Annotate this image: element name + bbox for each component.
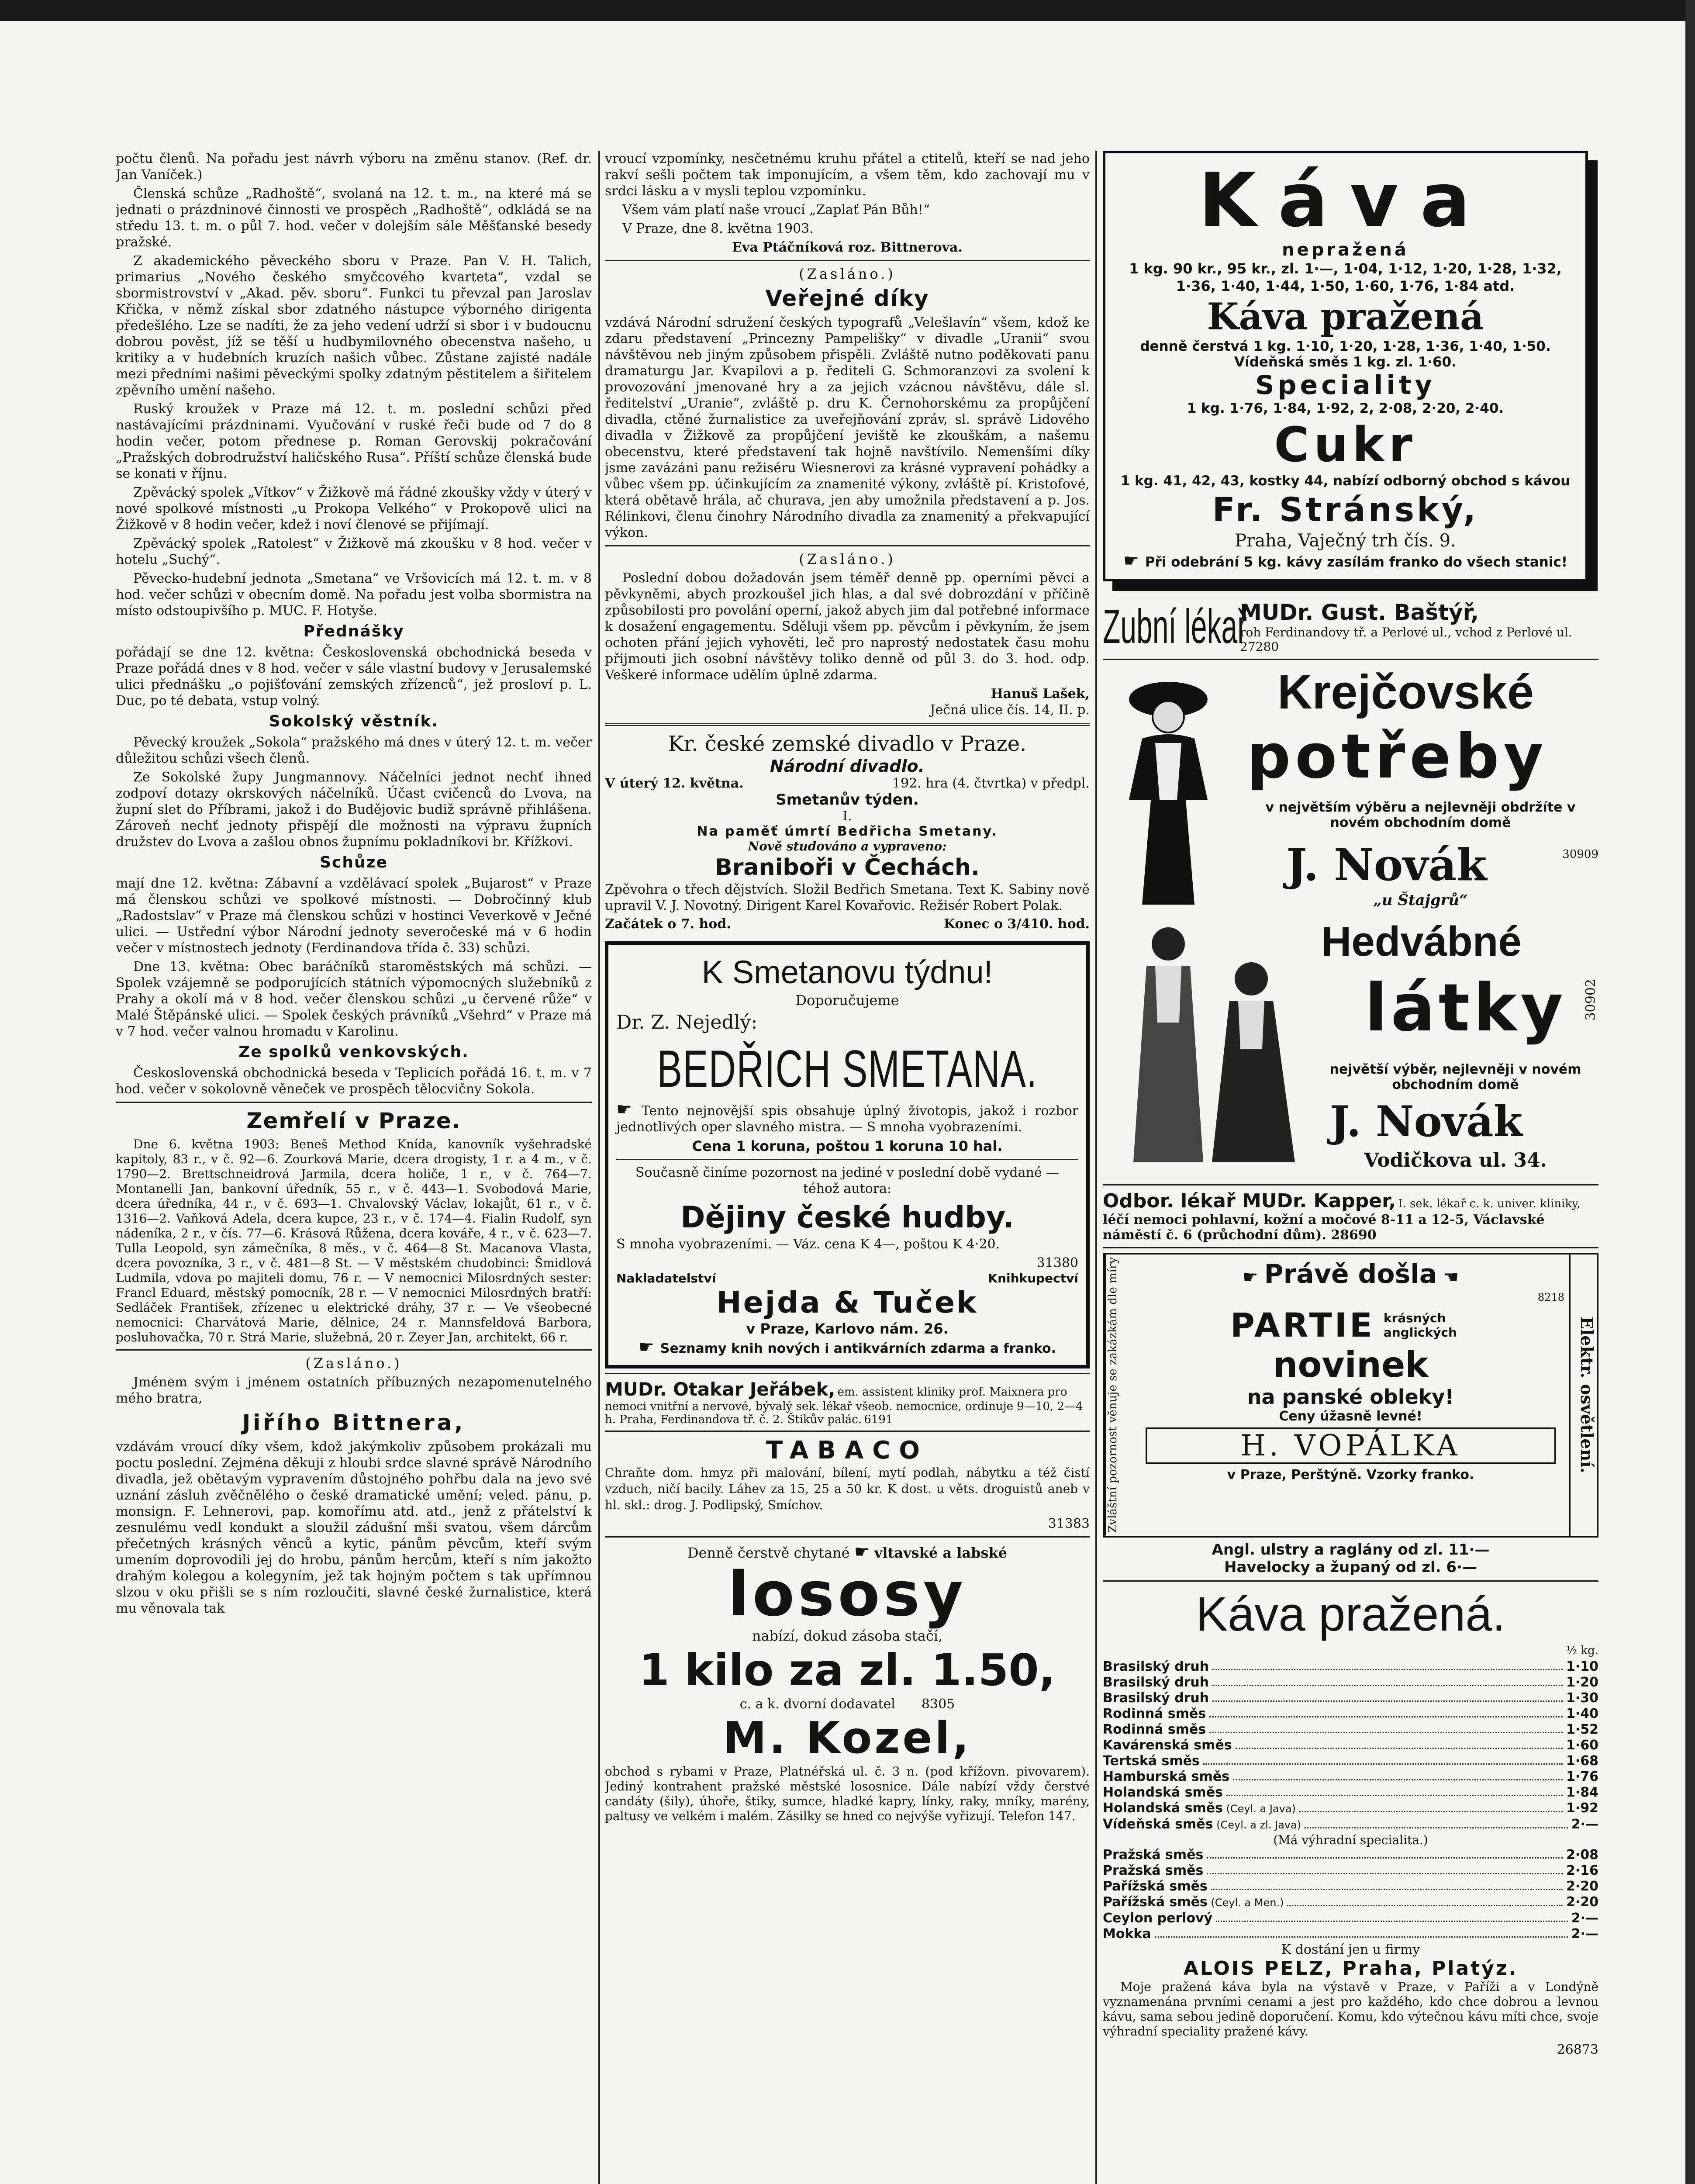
leader-dots [1209,1722,1563,1733]
ad-publisher: Hejda & Tuček [716,1286,978,1320]
price-item-name: Ceylon perlový [1103,1910,1213,1926]
article-prednasky: pořádají se dne 12. května: Československá obchodnická beseda v Praze pořádá dnes v 8 hod. večer v sále vlastní budovy v Jerusalemské ulici přednášku „o pojišťování zemských zřízenců“, jež prosloví p. L. Duc, po té debata, vstup volný. [116,645,592,708]
price-row [1103,1769,1598,1785]
losos-merchant: M. Kozel, [723,1712,972,1763]
leader-dots [1211,1879,1563,1890]
price-item-name: Brasilský druh [1103,1690,1209,1706]
ad-note: Současně činíme pozornost na jediné v poslední době vydané — téhož autora: [635,1165,1060,1196]
jerabek-text: em. assistent kliniky prof. Maixnera pro nemoci vnitřní a nervové, bývalý sek. lékař všeob. nemocnice, ordinuje 9—10, 2—4 h. Praha, Ferdinandova tř. č. 2. Štikův palác. [605,1386,1083,1426]
vopalka-partie: PARTIE [1230,1306,1375,1344]
divider [616,1159,1078,1160]
price-item-name: Pařížská směs (Ceyl. a Men.) [1103,1894,1284,1910]
article-zupa: Ze Sokolské župy Jungmannovy. Náčelníci jednot nechť ihned zodpoví dotazy okrskových náčelníků. Účast cvičenců do Lvova, na župní slet do Příbrami, jakož i do Budějovic budiž správně přihlášena. Zároveň nechť jednoty přispějí dle možnosti na výpravu župních družstev do Lvova a zašlou obnos župnímu pokladníkovi br. Křížkovi. [116,770,592,850]
theatre-end: Konec o 3/410. hod. [943,916,1090,932]
price-item-name: Pražská směs [1103,1863,1204,1878]
divider [605,723,1090,726]
ad-hedvabne [1103,918,1598,1180]
price-item-name: Pařížská směs [1103,1878,1208,1894]
price-item-value: 1·92 [1566,1800,1598,1816]
ad-smetana-book [605,941,1090,1368]
kava-prices: 1 kg. 90 kr., 95 kr., zl. 1·—, 1·04, 1·12, 1·20, 1·28, 1·32, 1·36, 1·40, 1·44, 1·50, 1·60, 1·76, 1·84 atd. [1129,260,1562,294]
ad-price: Cena 1 koruna, poštou 1 koruna 10 hal. [692,1138,1003,1154]
leader-dots [1216,1911,1567,1922]
article-text: počtu členů. Na pořadu jest návrh výboru na změnu stanov. (Ref. dr. Jan Vaníček.) [116,151,592,183]
zaslano-label: (Zasláno.) [799,551,896,567]
hedvabne-title: Hedvábné [1321,918,1522,965]
price-row [1103,1863,1598,1879]
leader-dots [1203,1753,1563,1765]
price-row [1103,1722,1598,1738]
price-item-name: Rodinná směs [1103,1721,1206,1737]
article-smetana-jednota: Pěvecko-hudební jednota „Smetana“ ve Vršovicích má 12. t. m. v 8 hod. večer schůzi v obecním domě. Na pořadu jest volba sbormistra na místo odstoupivšího p. MUC. F. Hotyše. [116,571,592,619]
publisher-label: Nakladatelství [616,1271,716,1286]
divider [1103,1247,1598,1248]
leader-dots [1233,1769,1563,1780]
vopalka-side-right: Elektr. osvětlení. [1569,1254,1597,1536]
scan-edge-top [0,0,1695,21]
price-row [1103,1690,1598,1706]
leader-dots [1207,1863,1563,1874]
divider [1103,1580,1598,1582]
price-item-value: 1·68 [1566,1753,1598,1769]
price-item-name: Hamburská směs [1103,1769,1230,1784]
ladies-figure-icon [1103,918,1312,1171]
signature-lasek-address: Ječná ulice čís. 14, II. p. [930,702,1090,718]
price-row [1103,1911,1598,1926]
price-row [1103,1659,1598,1675]
article-ratolest: Zpěvácký spolek „Ratolest“ v Žižkově má zkoušku v 8 hod. večer v hotelu „Suchý“. [116,536,592,567]
heading-verejne-diky: Veřejné díky [765,286,929,311]
price-item-value: 1·84 [1566,1784,1598,1800]
potreby-title: potřeby [1247,721,1548,792]
ad-book2-title: Dějiny české hudby. [680,1200,1014,1235]
kp-title: Káva pražená. [1195,1587,1506,1641]
price-note: (Ceyl. a zl. Java) [1213,1818,1301,1831]
ad-address: v Praze, Karlovo nám. 26. [746,1320,949,1337]
price-note: (Ceyl. a Java) [1222,1802,1296,1815]
price-item-value: 1·10 [1566,1659,1598,1674]
kp-firm: ALOIS PELZ, Praha, Platýz. [1183,1957,1518,1980]
ad-publisher-row [616,1271,1078,1286]
article-velesslavin: vzdává Národní sdružení českých typografů „Velešlavín“ všem, kdož ke zdaru představení „Princezny Pampelišky“ v divadle „Uranii“ svou návštěvou neb jiným způsobem přispěli. Zvláště nutno poděkovati panu dramaturgu Jar. Kvapilovi a p. řediteli G. Schmoranzovi za svolení k provozování jmenované hry a za jejich vzácnou návštěvu, dále sl. ředitelství „Uranie“, zvláště p. dru K. Černohorskému za propůjčení divadla, ctěné žurnalistice za uveřejňování zpráv, sl. správě Lidového divadla v Žižkově za propůjčení jeviště ke zkouškám, a našemu obecenstvu, které představení tak hojně navštívilo. Nemenšími díky jsme zavázáni panu režiséru Wiesnerovi za krásné vypravení pohádky a vůbec všem pp. účinkujícím za znamenité výkony, zvláště pí. Kristofové, která obětavě hrála, ač churava, jen aby umožnila představení a p. Jos. Rélinkovi, členu činohry Národního divadla za znamenitý a překvapující výkon. [605,315,1090,540]
price-row [1103,1738,1598,1753]
price-item-value: 2·20 [1566,1894,1598,1910]
leader-dots [1287,1894,1563,1906]
kp-number: 26873 [1557,2042,1598,2057]
thanks-zaplat: Všem vám platí naše vroucí „Zaplať Pán Bůh!“ [622,202,930,218]
leader-dots [1207,1847,1563,1859]
divider [1103,659,1598,660]
divider [605,260,1090,261]
cukr-heading: Cukr [1274,417,1417,473]
signature-lasek: Hanuš Lašek, [991,686,1090,702]
stajgru: „u Štajgrů“ [1373,892,1468,909]
article-akad-sbor: Z akademického pěveckého sboru v Praze. Pan V. H. Talich, primarius „Nového českého smyčcového kvarteta“, vzdal se sbormistrovství v „Akad. pěv. sboru“. Funkci tu převzal pan Jaroslav Křička, v němž získal sbor zdatného nástupce výborného dirigenta předešlého. Lze se nadíti, že za jeho vedení udrží si sbor i v budoucnu dobrou pověst, jíž se těší u hudbymilovného obecenstva našeho, u kritiky a v hudebních kruzích našich vůbec. Zůstane zajisté nadále mezi předními našimi pěveckými spolky zdatným pěstitelem a šiřitelem zpěvního umění našeho. [116,253,592,398]
tabaco-number: 31383 [1048,1516,1090,1531]
vopalka-partie-row [1137,1306,1564,1344]
zubni-lekar: Zubní lékař [1103,600,1247,653]
article-schuze-12: mají dne 12. května: Zábavní a vzdělávací spolek „Bujarost“ v Praze má členskou schůzi ve spolkové místnosti. — Dobročinný klub „Radostslav“ v Praze má členskou schůzi v hostinci Veverkově v Ječné ulici. — Ustřední výbor Národní jednoty severočeské má v 6 hodin večer v místnostech jednoty (Ferdinandova třída č. 33) schůzi. [116,876,592,956]
leader-dots [1155,1926,1568,1938]
ad-kapper [1103,1190,1598,1243]
bookshop-label: Knihkupectví [988,1271,1078,1286]
section-heading-venkov: Ze spolků venkovských. [238,1043,469,1061]
theatre-times [605,916,1090,932]
stransky-name: Fr. Stránský, [1212,490,1479,529]
price-item-value: 2·— [1571,1910,1598,1926]
divider [116,1102,592,1103]
losos-supplier-row [605,1697,1090,1712]
column-2 [605,151,1090,2184]
price-item-name: Rodinná směs [1103,1706,1206,1721]
kapper-title: I. sek. lékař c. k. univer. kliniky, [1398,1197,1581,1210]
price-item-name: Holandská směs [1103,1784,1223,1800]
novak-number: 30909 [1562,848,1598,861]
theatre-title: Kr. české zemské divadlo v Praze. [668,732,1027,756]
theatre-performance: 192. hra (4. čtvrtka) v předpl. [892,776,1090,791]
ad-book-title: BEDŘICH SMETANA. [657,1040,1038,1098]
theatre-opera: Braniboři v Čechách. [715,854,980,881]
price-row [1103,1894,1598,1911]
ad-vopalka [1103,1253,1598,1538]
article-vitkov: Zpěvácký spolek „Vítkov“ v Žižkově má řádné zkoušky vždy v úterý v nové spolkové místnosti „u Prokopa Velkého“ v Prokopově ulici na Žižkově v 8 hodin večer, kdež i noví členové se přijímají. [116,485,592,532]
price-row [1103,1817,1598,1833]
ad-bastyr [1103,599,1598,654]
bastyr-name: MUDr. Gust. Baštýř, [1240,599,1479,625]
kava-subtitle: nepražená [1282,240,1409,260]
article-lasek: Poslední dobou dožadován jsem téměř denně pp. operními pěvci a pěvkyněmi, abych prozkoušel jich hlas, a dal své dobrozdání v příčině způsobilosti pro povolání operní, jakož abych jim dal potřebné informace k dosažení engagementu. Sděluji všem pp. pěvcům i pěvkyním, že jsem ochoten přání jejich vyhověti, leč pro naprostý nedostatek času mohu přijmouti jich osobní návštěvy toliko denně od půl 3. do 3. hod. odp. Veškeré informace udělím úplně zdarma. [605,570,1090,683]
theatre-date: V úterý 12. května. [605,776,744,791]
kp-mid: (Má výhradní specialita.) [1273,1832,1428,1847]
vopalka-ulstry: Angl. ulstry a raglány od zl. 11·— [1212,1541,1490,1559]
theatre-description: Zpěvohra o třech dějstvích. Složil Bedřich Smetana. Text K. Sabiny nově upravil V. J. Novotný. Dirigent Karel Kovařovic. Režisér Robert Polak. [605,882,1090,913]
price-item-name: Holandská směs (Ceyl. a Java) [1103,1800,1296,1816]
thanks-text: vzdávám vroucí díky všem, kdož jakýmkoliv způsobem prokázali mu poctu poslední. Zejména děkuji z hloubi srdce slavné správě Národního divadla, jež obětavým vypravením důstojného pohřbu dala na jevo své uznání zásluh zvěčnělého o české dramatické umění; veled. pánu, p. monsign. F. Lehnerovi, pap. komořímu atd. atd., jenž z přátelství k zesnulému vedl kondukt a sloužil zádušní mši svatou, všem dárcům přečetných krásných věnců a kytic, pánům pěvcům, kteří svým umením doprovodili jej do hrobu, pánům hercům, kteří s ním jakožto drahým kolegou a kolegyním, jež tak hojným počtem s tak upřímnou slzou v oku přišli se s ním rozloučiti, slavné české žurnalistice, která mu věnovala tak [116,1439,592,1616]
specialty-heading: Speciality [1255,370,1436,401]
column-rule-1 [598,151,600,2184]
divider [1103,1184,1598,1185]
vopalka-name: H. VOPÁLKA [1146,1427,1556,1464]
losos-text: obchod s rybami v Praze, Platnéřská ul. č. 3 n. (pod křížovn. pivovarem). Jediný kontrahent pražské městské lososnice. Dále nabízí vždy čerstvé candáty (šily), úhoře, štiky, sumce, hladké kapry, línky, raky, mníky, marény, paltusy ve velkém i malém. Zásilky se hned co nejvýše vyřizují. Telefon 147. [605,1764,1090,1823]
price-item-value: 1·60 [1566,1737,1598,1753]
zaslano-label: (Zasláno.) [799,266,896,282]
ad-footer: ☛ Seznamy knih nových i antikvárních zdarma a franko. [638,1337,1056,1357]
price-item-value: 2·20 [1566,1878,1598,1894]
kp-price-list-2 [1103,1847,1598,1942]
death-notices: Dne 6. května 1903: Beneš Method Knída, kanovník vyšehradské kapitoly, 83 r., v č. 92—6. Zourková Marie, dcera drogisty, 1 r. a 4 m., v č. 1790—2. Brettschneidrová Jarmila, dcera holiče, 1 r., v č. 764—7. Montanelli Jan, bankovní úředník, 55 r., v č. 443—1. Svobodová Marie, dcera úředníka, 44 r., v č. 693—1. Chvalovský Václav, lokajůt, 61 r., v č. 1316—2. Vaňková Adela, dcera kupce, 23 r., v č. 174—4. Fialin Rudolf, syn nádeníka, 2 r., v čís. 77—6. Krásová Růžena, dcera kováře, 4 r., v č. 623—7. Tulla Leopold, syn zámečníka, 8 měs., v č. 464—8 St. Macanova Vlasta, dcera povozníka, 3 r., v č. 481—8 St. — V městském chudobinci: Šmidlová Ludmila, vdova po majiteli domu, 76 r. — V nemocnici Milosrdných sester: Francl Eduard, městský pomocník, 28 r. — V nemocnici Milosrdných bratří: Sedláček František, zřízenec u elektrické dráhy, 37 r. — Ve všeobecné nemocnici: Charvátová Marie, dělnice, 24 r. Mannsfeldová Barbora, posluhovačka, 70 r. Strá Marie, služebná, 20 r. Zeyer Jan, architekt, 66 r. [116,1137,592,1344]
section-heading-prednasky: Přednášky [303,622,404,640]
krejcovske-title: Krejčovské [1277,665,1534,719]
price-item-name: Tertská směs [1103,1753,1200,1769]
divider [605,1373,1090,1374]
leader-dots [1209,1706,1563,1717]
price-row [1103,1879,1598,1894]
pointing-hand-icon: ☚ [1437,1267,1459,1287]
kava-prazena: Káva pražená [1207,295,1484,338]
ad-author: Dr. Z. Nejedlý: [616,1011,758,1033]
price-row [1103,1706,1598,1722]
ad-kava-pelz [1103,1586,1598,2058]
ad-illustrations: S mnoha vyobrazeními. — Váz. cena K 4—, poštou K 4·20. [616,1237,1000,1252]
price-item-value: 2·— [1571,1816,1598,1832]
specialty-prices: 1 kg. 1·76, 1·84, 1·92, 2, 2·08, 2·20, 2·40. [1187,401,1504,416]
vopalka-number: 8218 [1537,1291,1564,1303]
zaslano-label: (Zasláno.) [305,1355,402,1372]
price-item-value: 1·20 [1566,1674,1598,1690]
theatre-subtitle: Národní divadlo. [770,757,925,776]
leader-dots [1299,1800,1563,1812]
losos-price: 1 kilo za zl. 1.50, [639,1645,1056,1696]
price-note: (Ceyl. a Men.) [1207,1896,1284,1909]
pointing-hand-icon: ☛ [1242,1267,1264,1287]
divider [116,1349,592,1351]
kava-title: Káva [1198,157,1492,244]
vopalka-novinek: novinek [1273,1344,1429,1385]
pointing-hand-icon: ☛ [638,1337,660,1357]
divider [605,1431,1090,1432]
pointing-hand-icon: ☛ [854,1542,870,1562]
ad-tabaco: TABACO [766,1436,929,1465]
theatre-start: Začátek o 7. hod. [605,916,731,932]
price-row [1103,1847,1598,1863]
article-rusky-krouzek: Ruský kroužek v Praze má 12. t. m. poslední schůzi před nastávajícími prázdninami. Vyučování v ruské řeči bude od 7 do 8 hodin večer, potom přednese p. Roman Gerovskij pokračování „Pražských dobrodružství haličského Rusa“. Příští schůze členská bude se konati v říjnu. [116,401,592,481]
vodickova: Vodičkova ul. 34. [1364,1149,1547,1171]
theatre-new: Nově studováno a vypraveno: [748,839,947,854]
price-item-value: 2·08 [1566,1847,1598,1863]
price-row [1103,1926,1598,1942]
ad-number: 31380 [1036,1255,1078,1271]
losos-intro: Denně čerstvě chytané ☛ vltavské a labské [687,1542,1008,1562]
price-item-value: 2·— [1571,1926,1598,1942]
theatre-week: Smetanův týden. [776,791,919,809]
article-radhost: Členská schůze „Radhoště“, svolaná na 12. t. m., na které má se jednati o prázdninové činnosti ve prospěch „Radhoště“, odkládá se na středu 13. t. m. o půl 7. hod. večer v dolejším sále Měšťanské besedy pražské. [116,186,592,250]
price-item-value: 2·16 [1566,1863,1598,1878]
section-heading-sokol: Sokolský věstník. [269,712,439,730]
krejcovske-text: v největším výběru a nejlevněji obdržíte v novém obchodním domě [1265,800,1576,830]
losos-supplier: c. a k. dvorní dodavatel [739,1697,895,1712]
vopalka-kind: krásných anglických [1383,1310,1457,1340]
price-row [1103,1785,1598,1800]
ad-kava-stransky [1103,151,1588,581]
scan-edge-right [1685,0,1695,2184]
leader-dots [1212,1690,1563,1702]
thanks-continued: vroucí vzpomínky, nesčetnému kruhu přátel a ctitelů, kteří se nad jeho rakví sešli počtem tak imponujícím, a všem těm, kdo zachovají mu v srdci lásku a v mysli teplou vzpomínku. [605,151,1090,199]
losos-number: 8305 [921,1697,955,1712]
ad-title: K Smetanovu týdnu! [701,954,993,990]
theatre-date-row [605,776,1090,791]
vopalka-address: v Praze, Perštýně. Vzorky franko. [1227,1467,1474,1482]
article-schuze-13: Dne 13. května: Obec baráčníků staroměstských má schůzi. — Spolek vzájemně se podporujících státních výpomocných služebníků z Prahy a okolí má v 8 hod. večer členskou schůzi „u červené růže“ v Malé Štěpánské ulici. — Spolek českých právníků „Všehrd“ v Praze má v 7 hod. večer valnou hromadu v Karolinu. [116,959,592,1039]
vopalka-ceny: Ceny úžasně levné! [1279,1409,1422,1424]
leader-dots [1305,1817,1568,1828]
pointing-hand-icon: ☛ [1123,551,1145,571]
theatre-program [605,731,1090,932]
bittner-name: Jiřího Bittnera, [242,1410,466,1435]
kp-text: Moje pražená káva byla na výstavě v Praze, v Paříži a v Londýně vyznamenána prvními cenami a jest pro každého, kdo chce dobrou a levnou kávu, sama sebou jedině doporučení. Komu, kdo výtečnou kávu míti chce, svoje výhradní speciality pražené kávy. [1103,1979,1598,2039]
article-sokol-krouzek: Pěvecký kroužek „Sokola“ pražského má dnes v úterý 12. t. m. večer důležitou schůzi všech členů. [116,735,592,766]
novak2-name: J. Novák [1330,1097,1523,1146]
tabaco-text: Chraňte dom. hmyz při malování, bílení, mytí podlah, nábytku a též čistí vzduch, ničí bacily. Láhev za 15, 25 a 50 kr. K dost. u věts. droguistů aneb v hl. skl.: drog. J. Podlipský, Smíchov. [605,1465,1090,1512]
divider [605,545,1090,546]
thanks-date: V Praze, dne 8. května 1903. [622,221,814,236]
column-3 [1103,151,1598,2184]
bastyr-address: roh Ferdinandovy tř. a Perlové ul., vchod z Perlové ul. 27280 [1240,625,1572,654]
column-1 [116,151,592,2184]
price-item-value: 1·40 [1566,1706,1598,1721]
kp-price-list [1103,1659,1598,1833]
hedvabne-text: největší výběr, nejlevněji v novém obchodním domě [1329,1062,1581,1092]
leader-dots [1212,1659,1563,1670]
price-item-name: Brasilský druh [1103,1674,1209,1690]
leader-dots [1212,1675,1563,1686]
section-heading-schuze: Schůze [320,854,388,871]
kava-daily: denně čerstvá 1 kg. 1·10, 1·20, 1·28, 1·36, 1·40, 1·50. [1140,339,1551,354]
cukr-prices: 1 kg. 41, 42, 43, kostky 44, nabízí odborný obchod s kávou [1120,473,1571,489]
vopalka-obleky: na panské obleky! [1247,1385,1454,1409]
divider [605,1536,1090,1538]
leader-dots [1226,1785,1563,1796]
jerabek-number: 6191 [864,1413,893,1426]
jerabek-name: MUDr. Otakar Jeřábek, [605,1379,835,1400]
kp-unit: ½ kg. [1566,1644,1598,1657]
vopalka-head: ☛ Právě došla ☚ [1242,1259,1459,1289]
kapper-name: Odbor. lékař MUDr. Kapper, [1103,1190,1396,1212]
price-row [1103,1675,1598,1690]
stransky-note: ☛ Při odebrání 5 kg. kávy zasílám franko do všech stanic! [1123,551,1568,571]
hedvabne-number: 30902 [1583,979,1598,1021]
theatre-roman: I. [842,809,852,824]
price-item-name: Pražská směs [1103,1847,1204,1863]
losos-offer: nabízí, dokud zásoba stačí, [752,1628,943,1644]
price-row [1103,1800,1598,1817]
price-item-value: 1·30 [1566,1690,1598,1706]
kapper-text: léčí nemoci pohlavní, kožní a močové 8-11 a 12-5, Václavské náměstí č. 6 (průchodní dům). 28690 [1103,1212,1545,1243]
kava-videnska: Vídeňská směs 1 kg. zl. 1·60. [1234,354,1457,370]
theatre-memorial: Na paměť úmrtí Bedřicha Smetany. [697,824,998,839]
pointing-hand-icon: ☛ [616,1099,642,1120]
novak-name: J. Novák [1286,839,1487,891]
ad-description: ☛ Tento nejnovější spis obsahuje úplný životopis, jakož i rozbor jednotlivých oper slavného mistra. — S mnoha vyobrazeními. [616,1099,1078,1135]
ad-jerabek [605,1379,1090,1426]
price-item-name: Vídeňská směs (Ceyl. a zl. Java) [1103,1816,1301,1832]
signature-ptacnikova: Eva Ptáčníková roz. Bittnerova. [732,240,963,255]
leader-dots [1236,1738,1563,1749]
latky-title: látky [1365,970,1567,1046]
price-item-name: Brasilský druh [1103,1659,1209,1674]
price-item-value: 1·52 [1566,1721,1598,1737]
thanks-intro: Jménem svým i jménem ostatních příbuzných nezapomenutelného mého bratra, [116,1375,592,1406]
price-row [1103,1753,1598,1769]
vopalka-side-left: Zvláštní pozornost věnuje se zakázkám dle míry [1105,1254,1132,1536]
article-teplice: Československá obchodnická beseda v Teplicích pořádá 16. t. m. v 7 hod. večer v sokolovně věneček ve prospěch tělocvičny Sokola. [116,1065,592,1097]
lady-figure-icon [1103,669,1234,913]
price-item-name: Kavárenská směs [1103,1737,1232,1753]
price-item-value: 1·76 [1566,1769,1598,1784]
ad-recommend: Doporučujeme [795,992,899,1009]
kp-dostani: K dostání jen u firmy [1281,1942,1420,1957]
vopalka-havelocky: Havelocky a županý od zl. 6·— [1224,1558,1477,1576]
price-item-name: Mokka [1103,1926,1151,1942]
section-heading-zemreli: Zemřelí v Praze. [246,1108,461,1133]
ad-krejcovske [1103,664,1598,918]
stransky-address: Praha, Vaječný trh čís. 9. [1235,531,1456,551]
column-rule-2 [1095,151,1097,2184]
losos-word: lososy [728,1559,967,1630]
